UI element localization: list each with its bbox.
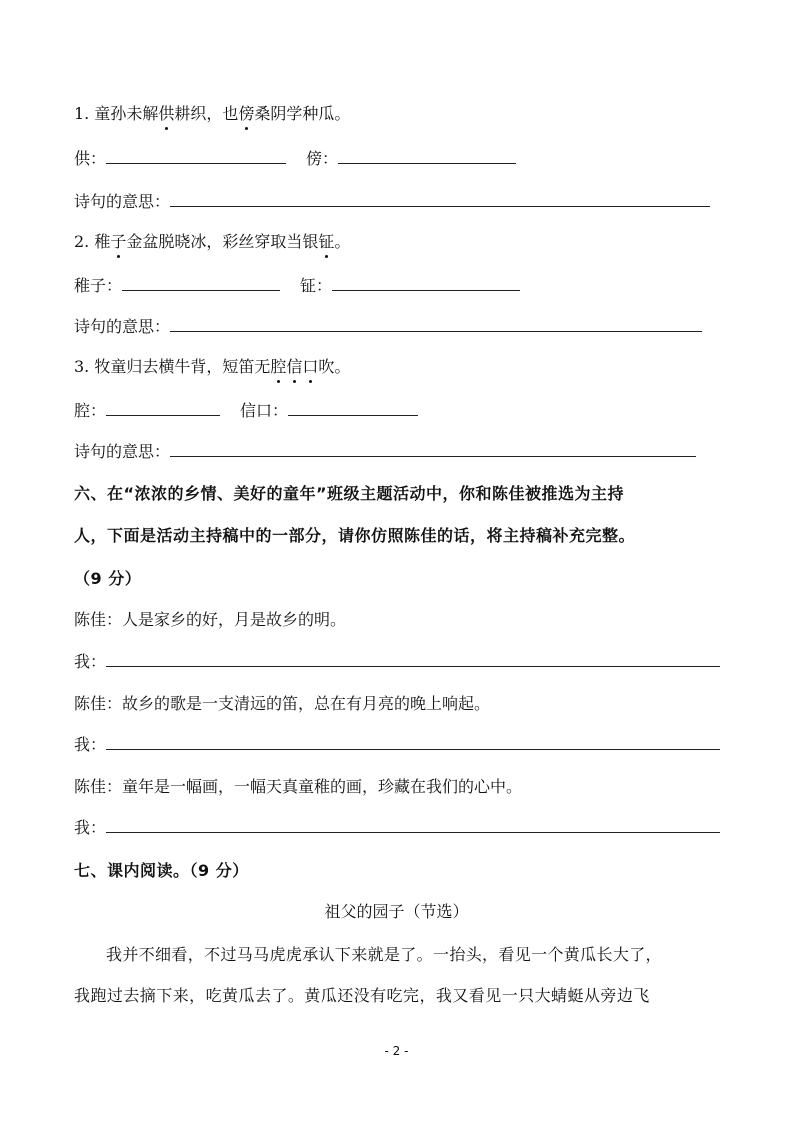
q2-text-b: 金盆脱晓冰，彩丝穿取当银	[126, 232, 319, 251]
q2-word1-blank[interactable]	[122, 276, 280, 291]
q1-meaning	[74, 192, 710, 212]
q3-word-answers	[74, 401, 418, 421]
q2-word1-label: 稚子：	[74, 276, 123, 295]
q1-dotted-word-2: 傍	[238, 104, 255, 123]
section6-answer-blank-3[interactable]	[106, 818, 720, 833]
q1-text-b: 耕织，也	[174, 104, 239, 123]
passage-line-1: 我并不细看，不过马马虎虎承认下来就是了。一抬头，看见一个黄瓜长大了，	[106, 945, 662, 964]
section6-me-label-3: 我：	[74, 818, 107, 837]
section6-score: （9 分）	[74, 569, 142, 588]
section6-answer-blank-2[interactable]	[106, 735, 720, 750]
q3-word1-label: 腔：	[74, 401, 107, 420]
q2-word-answers	[74, 276, 520, 296]
q3-word2-blank[interactable]	[288, 401, 418, 416]
section6-title-line1: 六、在“浓浓的乡情、美好的童年”班级主题活动中，你和陈佳被推选为主持	[74, 484, 625, 503]
q2-meaning-blank[interactable]	[170, 317, 702, 332]
q3-dotted-word-3: 口	[302, 357, 319, 376]
q1-word-answers	[74, 149, 516, 169]
q1-word1-blank[interactable]	[106, 149, 286, 164]
q3-dotted-word-1: 腔	[270, 357, 287, 376]
section6-speaker-line-1: 陈佳：人是家乡的好，月是故乡的明。	[74, 610, 347, 629]
q3-meaning-label: 诗句的意思：	[74, 442, 171, 461]
section6-title-line2: 人，下面是活动主持稿中的一部分，请你仿照陈佳的话，将主持稿补充完整。	[74, 526, 636, 545]
q1-meaning-blank[interactable]	[170, 192, 710, 207]
q2-word2-blank[interactable]	[332, 276, 520, 291]
q2-meaning	[74, 317, 702, 337]
q2-text-c: 。	[334, 232, 351, 251]
q3-word1-blank[interactable]	[106, 401, 220, 416]
q2-text-a: 2. 稚	[74, 232, 111, 251]
q1-text-c: 桑阴学种瓜。	[254, 104, 351, 123]
q3-meaning-blank[interactable]	[170, 442, 696, 457]
passage-line-2: 我跑过去摘下来，吃黄瓜去了。黄瓜还没有吃完，我又看见一只大蜻蜓从旁边飞	[74, 986, 650, 1005]
q1-text-a: 1. 童孙未解	[74, 104, 159, 123]
q2-meaning-label: 诗句的意思：	[74, 317, 171, 336]
q1-word2-label: 傍：	[306, 149, 339, 168]
q2-word2-label: 钲：	[300, 276, 333, 295]
q3-text-a: 3. 牧童归去横牛背，短笛无	[74, 357, 271, 376]
section6-me-label-2: 我：	[74, 735, 107, 754]
section6-speaker-line-2: 陈佳：故乡的歌是一支清远的笛，总在有月亮的晚上响起。	[74, 694, 491, 713]
q3-text-c: 吹。	[318, 357, 351, 376]
section6-answer-blank-1[interactable]	[106, 652, 720, 667]
section7-title: 七、课内阅读。（9 分）	[74, 861, 249, 880]
q3-meaning	[74, 442, 696, 462]
page-number: - 2 -	[384, 1044, 409, 1058]
q1-meaning-label: 诗句的意思：	[74, 192, 171, 211]
q3-word2-label: 信口：	[240, 401, 289, 420]
passage-title: 祖父的园子（节选）	[324, 902, 469, 921]
q1-poem-line	[74, 104, 350, 124]
q1-word1-label: 供：	[74, 149, 107, 168]
q1-word2-blank[interactable]	[338, 149, 516, 164]
section6-me-label-1: 我：	[74, 652, 107, 671]
section6-answer-row-1	[74, 652, 720, 672]
q2-dotted-word-1: 子	[110, 232, 127, 251]
q3-dotted-word-2: 信	[286, 357, 303, 376]
q1-dotted-word-1: 供	[158, 104, 175, 123]
q2-dotted-word-2: 钲	[318, 232, 335, 251]
q3-poem-line	[74, 357, 350, 377]
section6-answer-row-2	[74, 735, 720, 755]
section6-speaker-line-3: 陈佳：童年是一幅画，一幅天真童稚的画，珍藏在我们的心中。	[74, 777, 523, 796]
q2-poem-line	[74, 232, 350, 252]
section6-answer-row-3	[74, 818, 720, 838]
